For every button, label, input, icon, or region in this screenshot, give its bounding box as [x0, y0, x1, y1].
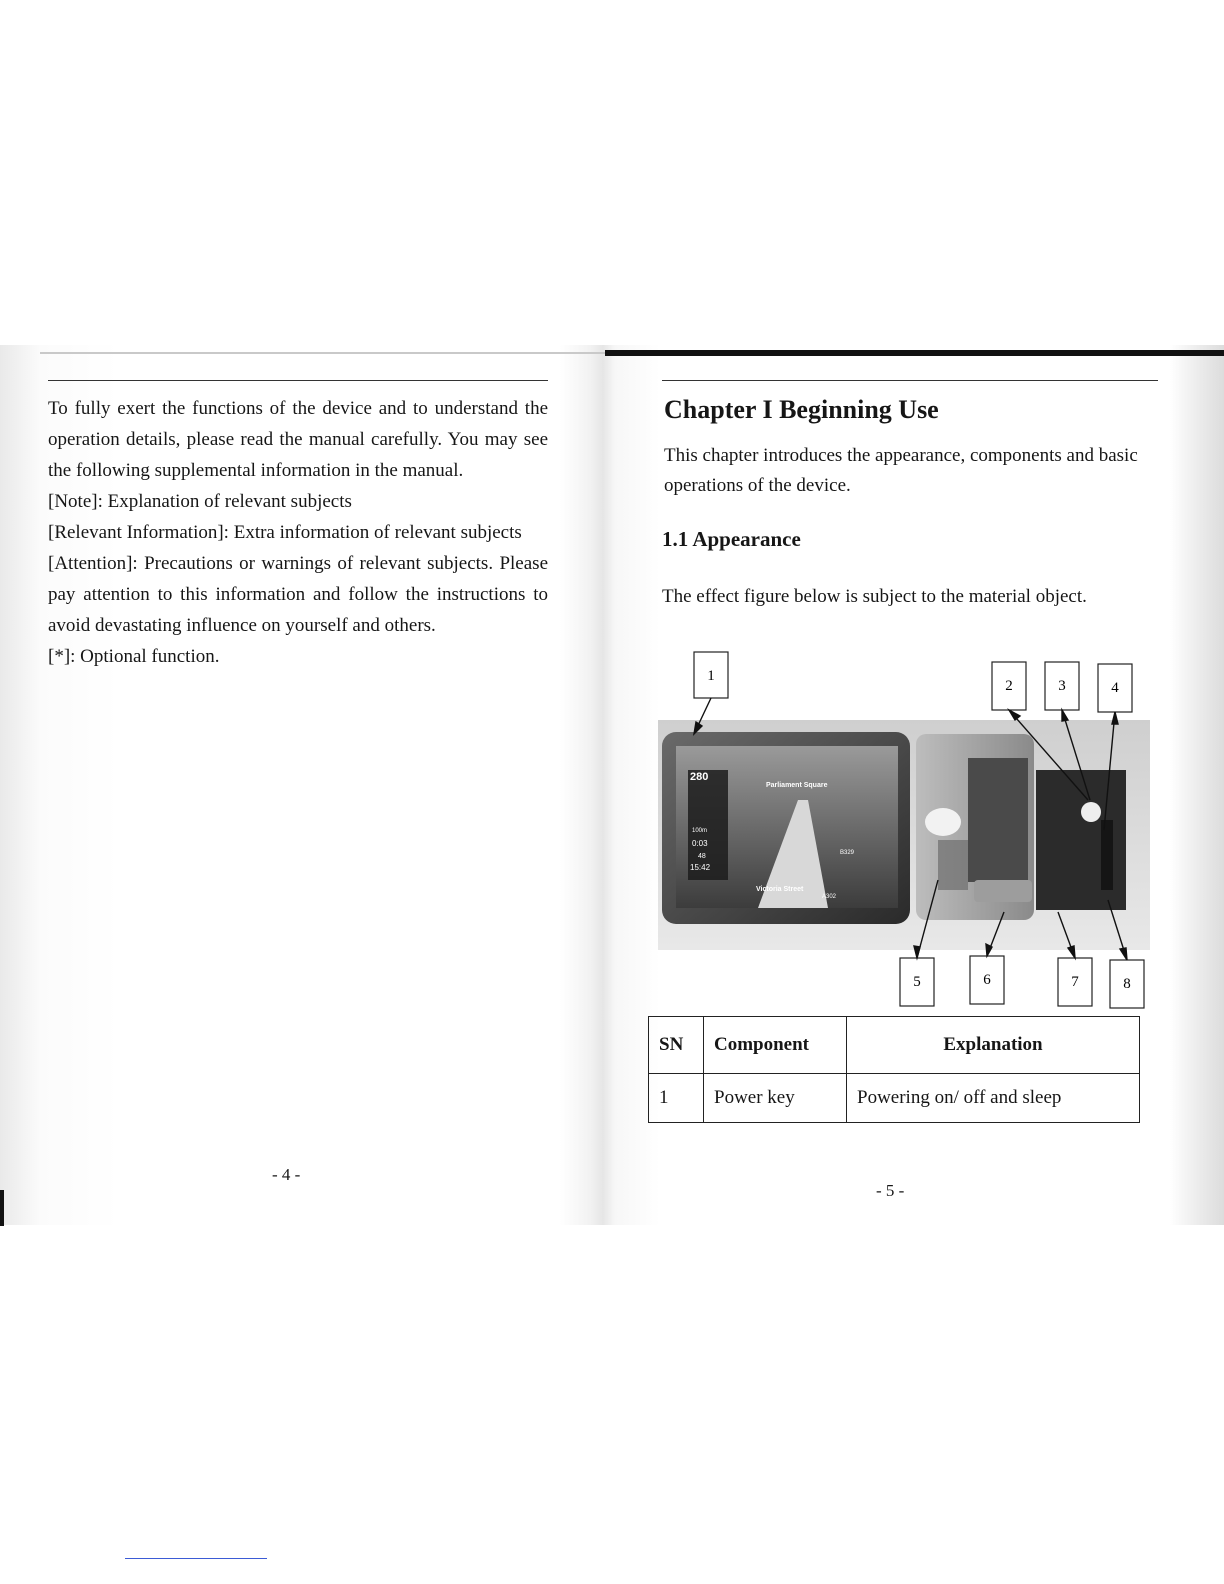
table-row [649, 1074, 1140, 1123]
screen-distance: 280 [690, 771, 709, 783]
callout-7 [1058, 958, 1092, 1006]
callout-2 [992, 662, 1026, 710]
stand-mount [968, 758, 1028, 882]
page-edge-mark [0, 1190, 4, 1226]
figure-caption: The effect figure below is subject to the material object. [662, 586, 1087, 607]
cell-component: Power key [704, 1074, 847, 1123]
header-explanation: Explanation [847, 1017, 1140, 1074]
left-page [48, 380, 548, 672]
svg-text:6: 6 [983, 972, 991, 988]
svg-text:4: 4 [1111, 680, 1119, 696]
screen-road-code: B329 [840, 850, 855, 856]
screen-clock: 15:42 [690, 863, 711, 872]
screen-elapsed: 0:03 [692, 839, 708, 848]
device-figure [648, 650, 1158, 1010]
note-legend: [Note]: Explanation of relevant subjects [48, 491, 352, 512]
power-key-icon [1081, 802, 1101, 822]
screen-turn-distance: 100m [692, 828, 708, 834]
left-page-body [48, 393, 548, 672]
svg-text:1: 1 [707, 668, 715, 684]
screen-street-bottom-code: A302 [822, 894, 837, 900]
card-slot [1101, 820, 1113, 890]
table-header-row [649, 1017, 1140, 1074]
chapter-title: Chapter I Beginning Use [664, 395, 939, 424]
optional-legend: [*]: Optional function. [48, 646, 220, 667]
right-page [648, 380, 1158, 1160]
screen-speed: 48 [698, 853, 706, 860]
callout-3 [1045, 662, 1079, 710]
svg-text:8: 8 [1123, 976, 1131, 992]
svg-text:7: 7 [1071, 974, 1079, 990]
component-table [648, 1016, 1140, 1123]
binding-edge-right [605, 350, 1224, 356]
section-title: 1.1 Appearance [662, 527, 801, 551]
callout-8 [1110, 960, 1144, 1008]
relevant-info-legend: [Relevant Information]: Extra information of relevant subjects [48, 522, 522, 543]
header-component: Component [704, 1017, 847, 1074]
screen-street-bottom: Victoria Street [756, 886, 804, 893]
screen-street-top: Parliament Square [766, 782, 828, 789]
cell-sn: 1 [649, 1074, 704, 1123]
chapter-intro: This chapter introduces the appearance, components and basic operations of the device. [664, 445, 1138, 496]
header-rule [662, 380, 1158, 381]
header-rule [48, 380, 548, 381]
header-sn: SN [649, 1017, 704, 1074]
speaker-grille-icon [938, 840, 968, 890]
svg-text:2: 2 [1005, 678, 1013, 694]
usb-port-cover [974, 880, 1032, 902]
binding-shadow-left [40, 352, 605, 354]
attention-legend: [Attention]: Precautions or warnings of relevant subjects. Please pay attention to this information and follow the instructions to avoid devastating influence on yourself and others. [48, 553, 548, 636]
callout-5 [900, 958, 934, 1006]
svg-text:5: 5 [913, 974, 921, 990]
callout-4 [1098, 664, 1132, 712]
page-number-left: - 4 - [272, 1165, 301, 1184]
scan-artifact-line [125, 1558, 267, 1559]
device-illustration [648, 650, 1158, 1010]
page-number-right: - 5 - [876, 1181, 905, 1200]
svg-text:3: 3 [1058, 678, 1066, 694]
intro-paragraph: To fully exert the functions of the device and to understand the operation details, please read the manual carefully. You may see the following supplemental information in the manual. [48, 398, 548, 481]
cell-explanation: Powering on/ off and sleep [847, 1074, 1140, 1123]
callout-1 [694, 652, 728, 698]
callout-6 [970, 956, 1004, 1004]
camera-lens-icon [925, 808, 961, 836]
